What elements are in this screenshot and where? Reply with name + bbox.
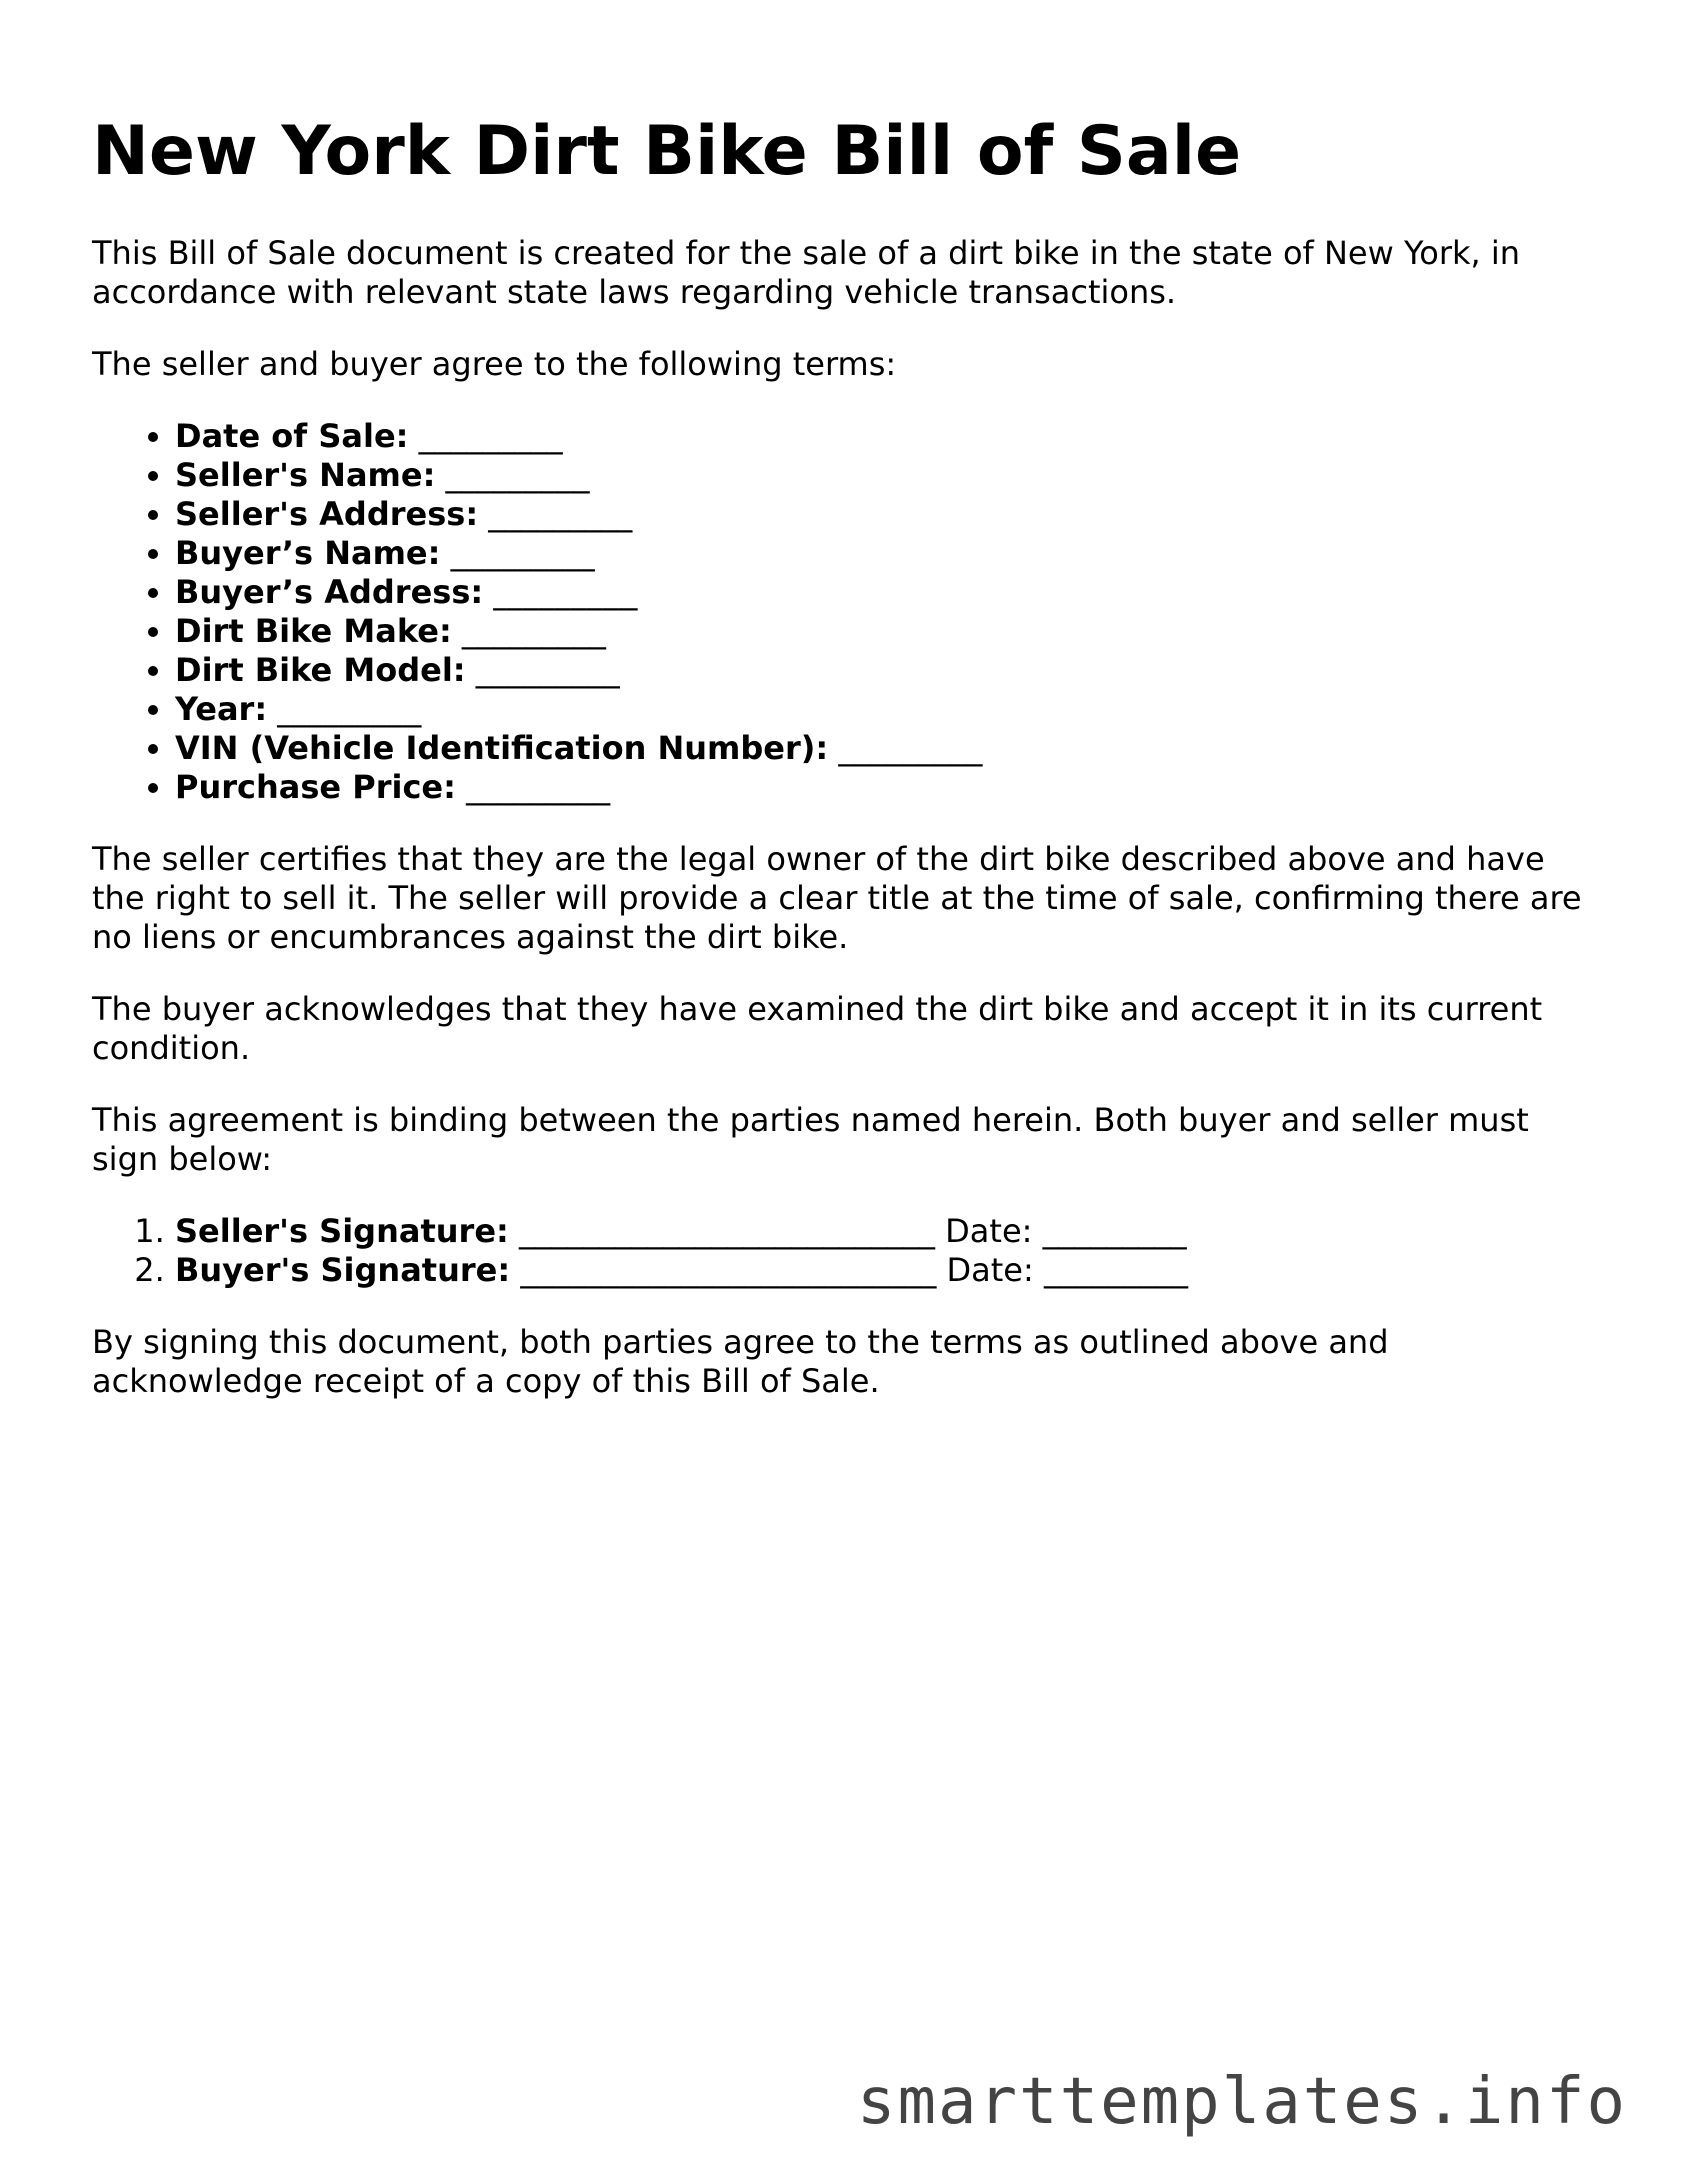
term-label: Dirt Bike Model: [175, 651, 466, 690]
term-label: Dirt Bike Make: [175, 612, 452, 651]
term-blank: _________ [466, 768, 611, 807]
signature-label: Seller's Signature: [175, 1212, 509, 1251]
term-purchase-price [175, 768, 1602, 807]
term-blank: _________ [418, 417, 563, 456]
document-title: New York Dirt Bike Bill of Sale [92, 112, 1242, 191]
closing-paragraph: By signing this document, both parties agree to the terms as outlined above and acknowledge receipt of a copy of this Bill of Sale. [92, 1323, 1389, 1401]
term-blank: _________ [475, 651, 620, 690]
term-label: VIN (Vehicle Identification Number): [175, 729, 829, 768]
term-blank: _________ [488, 495, 633, 534]
term-blank: _________ [450, 534, 595, 573]
buyer-signature-line [175, 1251, 1602, 1290]
signature-blank: __________________________ [520, 1251, 937, 1290]
signatures-list [92, 1212, 1602, 1290]
date-blank: _________ [1042, 1212, 1187, 1251]
binding-statement-paragraph: This agreement is binding between the parties named herein. Both buyer and seller must sign below: [92, 1101, 1529, 1179]
watermark-text: smarttemplates.info [856, 2065, 1627, 2139]
term-blank: _________ [445, 456, 590, 495]
date-label: Date: [946, 1251, 1034, 1290]
term-label: Buyer’s Address: [175, 573, 484, 612]
date-label: Date: [945, 1212, 1033, 1251]
term-vin [175, 729, 1602, 768]
term-buyers-name [175, 534, 1602, 573]
terms-list [92, 417, 1602, 807]
term-blank: _________ [461, 612, 606, 651]
term-dirt-bike-model [175, 651, 1602, 690]
term-date-of-sale [175, 417, 1602, 456]
intro-paragraph: This Bill of Sale document is created for the sale of a dirt bike in the state of New York, in accordance with relevant state laws regarding vehicle transactions. [92, 234, 1521, 312]
date-blank: _________ [1043, 1251, 1188, 1290]
signature-label: Buyer's Signature: [175, 1251, 511, 1290]
term-label: Seller's Name: [175, 456, 436, 495]
term-label: Buyer’s Name: [175, 534, 441, 573]
terms-intro: The seller and buyer agree to the following terms: [92, 345, 897, 384]
term-sellers-address [175, 495, 1602, 534]
term-blank: _________ [838, 729, 983, 768]
seller-certification-paragraph: The seller certifies that they are the legal owner of the dirt bike described above and have the right to sell it. The seller will provide a clear title at the time of sale, confirming there are no liens or encumbrances against the dirt bike. [92, 840, 1582, 957]
term-label: Year: [175, 690, 268, 729]
term-blank: _________ [277, 690, 422, 729]
term-blank: _________ [493, 573, 638, 612]
term-dirt-bike-make [175, 612, 1602, 651]
buyer-acknowledgement-paragraph: The buyer acknowledges that they have examined the dirt bike and accept it in its current condition. [92, 990, 1543, 1068]
term-label: Date of Sale: [175, 417, 409, 456]
signature-blank: __________________________ [518, 1212, 935, 1251]
term-label: Purchase Price: [175, 768, 456, 807]
seller-signature-line [175, 1212, 1602, 1251]
term-sellers-name [175, 456, 1602, 495]
term-year [175, 690, 1602, 729]
document-page [92, 112, 1602, 1434]
term-label: Seller's Address: [175, 495, 479, 534]
term-buyers-address [175, 573, 1602, 612]
